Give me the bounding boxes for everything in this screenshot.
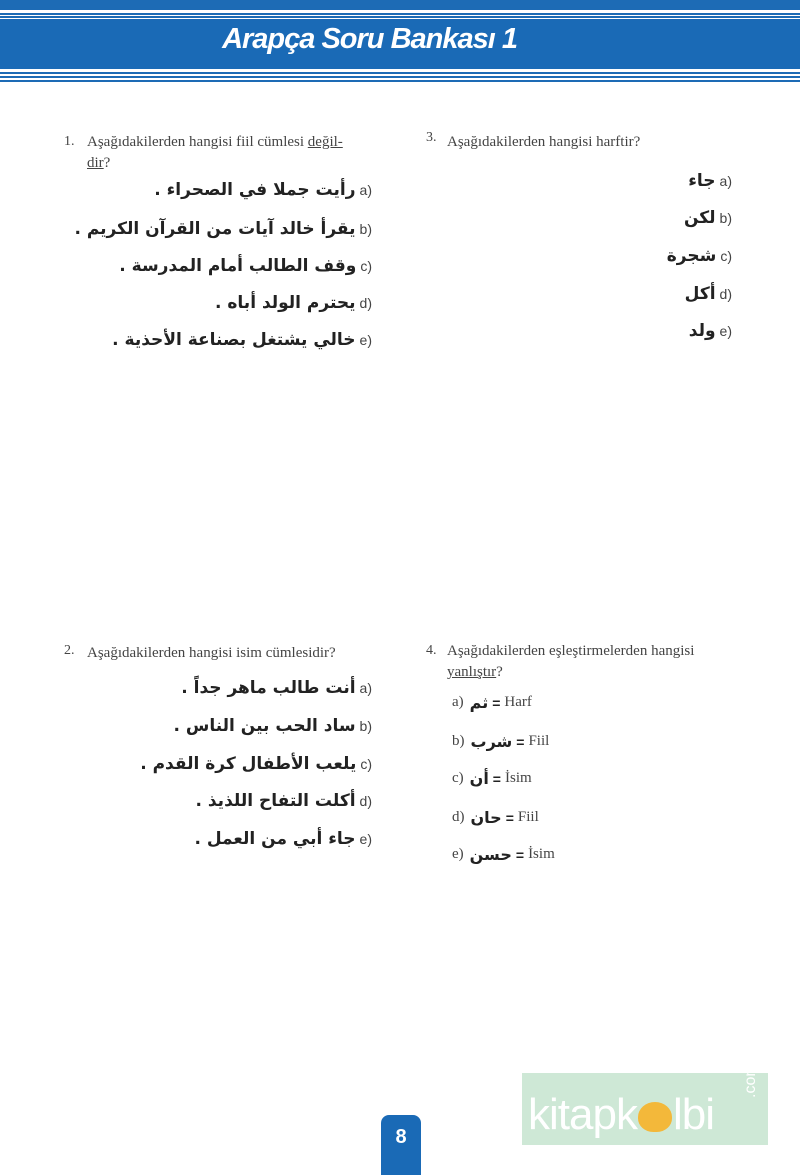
option-letter: d) (359, 295, 372, 311)
option-text: خالي يشتغل بصناعة الأحذية . (112, 330, 356, 350)
option-type: İsim (528, 846, 555, 862)
option-letter: b) (719, 210, 732, 226)
header-stripe (0, 16, 800, 18)
option-letter: c) (452, 770, 464, 786)
answer-option[interactable] (667, 246, 732, 266)
question-number: 4. (426, 643, 437, 658)
option-text: لكن (683, 208, 716, 228)
option-type: Fiil (528, 733, 550, 749)
answer-option[interactable] (452, 693, 532, 712)
header-band-top (0, 0, 800, 10)
option-letter: d) (452, 809, 465, 825)
answer-option[interactable] (688, 171, 732, 191)
answer-option[interactable] (181, 678, 372, 698)
answer-option[interactable] (119, 256, 372, 276)
option-text: أكلت التفاح اللذيذ . (195, 791, 356, 811)
option-equals: = (515, 846, 525, 863)
option-equals: = (492, 694, 501, 711)
question-text: Aşağıdakilerden hangisi isim cümlesidir? (87, 645, 336, 661)
answer-option[interactable] (195, 791, 372, 811)
answer-option[interactable] (452, 808, 539, 827)
question-number: 1. (64, 134, 75, 149)
option-letter: c) (360, 756, 372, 772)
answer-option[interactable] (684, 208, 732, 228)
option-text: أنت طالب ماهر جداً . (181, 678, 356, 698)
option-letter: b) (359, 221, 372, 237)
option-letter: e) (719, 323, 732, 339)
option-equals: = (505, 809, 514, 826)
option-letter: d) (359, 793, 372, 809)
option-arabic: ثم (469, 693, 489, 712)
option-letter: a) (359, 182, 372, 198)
option-letter: a) (719, 173, 732, 189)
option-text: ولد (688, 321, 716, 341)
question-number: 2. (64, 643, 75, 658)
book-title: Arapça Soru Bankası 1 (222, 23, 517, 55)
option-letter: a) (359, 680, 372, 696)
answer-option[interactable] (685, 284, 732, 304)
answer-option[interactable] (689, 321, 732, 341)
option-text: وقف الطالب أمام المدرسة . (119, 256, 357, 276)
answer-option[interactable] (215, 293, 372, 313)
heart-icon (638, 1102, 672, 1132)
question-text: Aşağıdakilerden hangisi fiil cümlesi değil- dir? (87, 134, 343, 171)
page-header (0, 0, 800, 86)
answer-option[interactable] (452, 732, 549, 751)
option-equals: = (492, 770, 501, 787)
option-letter: e) (359, 831, 372, 847)
answer-option[interactable] (194, 829, 372, 849)
option-text: جاء أبي من العمل . (194, 829, 356, 849)
option-letter: b) (452, 733, 465, 749)
option-text: جاء (688, 171, 716, 191)
watermark-logo: kitapk lbi (528, 1090, 714, 1139)
question-text: Aşağıdakilerden hangisi harftir? (447, 134, 641, 150)
header-stripe (0, 72, 800, 74)
question-number: 3. (426, 130, 437, 145)
option-text: يقرأ خالد آيات من القرآن الكريم . (74, 219, 356, 239)
option-letter: b) (359, 718, 372, 734)
header-stripe (0, 80, 800, 82)
option-equals: = (516, 733, 525, 750)
option-arabic: شرب (470, 732, 513, 751)
option-text: شجرة (666, 246, 717, 266)
option-text: أكل (684, 284, 716, 304)
option-letter: c) (720, 248, 732, 264)
option-letter: a) (452, 694, 464, 710)
answer-option[interactable] (140, 754, 372, 774)
option-type: İsim (504, 770, 532, 786)
option-type: Harf (504, 694, 532, 710)
option-text: يحترم الولد أباه . (215, 293, 356, 313)
option-arabic: أن (469, 769, 489, 788)
header-stripe (0, 76, 800, 78)
page-number: 8 (395, 1126, 407, 1148)
watermark-suffix: .com (742, 1063, 759, 1098)
header-stripe (0, 13, 800, 15)
answer-option[interactable] (74, 219, 372, 239)
answer-option[interactable] (452, 845, 555, 864)
question-text: Aşağıdakilerden eşleştirmelerden hangisi yanlıştır? (447, 643, 695, 680)
option-arabic: حان (470, 808, 502, 827)
answer-option[interactable] (154, 180, 372, 200)
option-type: Fiil (517, 809, 539, 825)
answer-option[interactable] (452, 769, 532, 788)
option-letter: d) (719, 286, 732, 302)
option-letter: e) (359, 332, 372, 348)
answer-option[interactable] (112, 330, 372, 350)
option-letter: e) (452, 846, 464, 862)
option-text: ساد الحب بين الناس . (173, 716, 356, 736)
answer-option[interactable] (174, 716, 372, 736)
option-text: يلعب الأطفال كرة القدم . (140, 754, 357, 774)
option-letter: c) (360, 258, 372, 274)
option-arabic: حسن (469, 845, 512, 864)
option-text: رأيت جملا في الصحراء . (154, 180, 356, 200)
